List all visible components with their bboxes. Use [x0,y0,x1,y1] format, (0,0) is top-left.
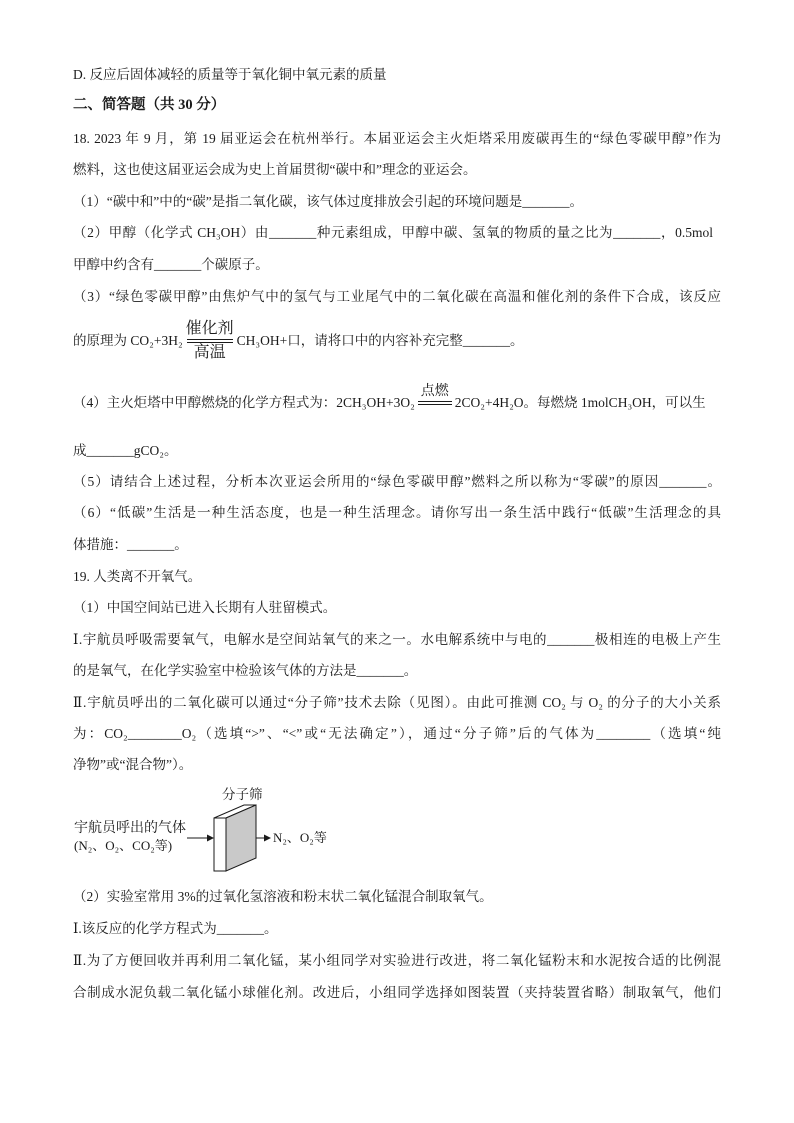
combustion-equals-sign [418,401,452,405]
q18-stem-line-1: 18. 2023 年 9 月，第 19 届亚运会在杭州举行。本届亚运会主火炬塔采用废碳再生的“绿色零碳甲醇”作为 [73,131,721,146]
equation-products-and-question: CH₃OH+口，请将口中的内容补充完整_______。 [236,333,524,348]
q18-part-6-line-2: 体措施：_______。 [73,537,188,552]
q18-part-4-line-2: 成_______gCO₂。 [73,443,178,458]
q19-stem: 19. 人类离不开氧气。 [73,569,202,584]
q19-part-1-i-line-2: 的是氧气，在化学实验室中检验该气体的方法是_______。 [73,663,418,678]
output-arrowhead-icon [264,835,271,842]
q19-part-1-i-line-1: Ⅰ.宇航员呼吸需要氧气，电解水是空间站氧气的来之一。水电解系统中与电的_______极相连的电极上产生 [73,632,721,647]
q18-part-2-line-1: （2）甲醇（化学式 CH₃OH）由_______种元素组成，甲醇中碳、氢氧的物质的量之比为_______，0.5mol [73,225,713,240]
q19-part-2-ii-line-1: Ⅱ.为了方便回收并再利用二氧化锰，某小组同学对实验进行改进，将二氧化锰粉末和水泥按合适的比例混 [73,953,721,968]
section-heading: 二、简答题（共 30 分） [73,97,226,113]
q17-option-d: D. 反应后固体减轻的质量等于氧化铜中氧元素的质量 [73,67,387,82]
q19-part-1-ii-line-3: 净物”或“混合物”）。 [73,757,193,772]
q18-part-6-line-1: （6）“低碳”生活是一种生活态度，也是一种生活理念。请你写出一条生活中践行“低碳”生活理念的具 [73,505,721,520]
condition-catalyst-label: 催化剂 [185,320,234,337]
equation-reactants: 的原理为 CO₂+3H₂ [73,333,183,348]
q18-part-3-equation-line [73,319,524,363]
sieve-diagram [60,780,360,880]
reaction-condition-mark [186,319,234,363]
input-arrowhead-icon [207,835,214,842]
q19-part-2: （2）实验室常用 3%的过氧化氢溶液和粉末状二氧化锰混合制取氧气。 [73,889,493,904]
input-gas-composition: (N₂、O₂、CO₂等) [74,838,173,853]
sieve-front-face [214,818,226,871]
output-gas-label: N₂、O₂等 [273,830,327,845]
q19-part-2-ii-line-2: 合制成水泥负载二氧化锰小球催化剂。改进后，小组同学选择如图装置（夹持装置省略）制取氧气，他们 [73,985,721,1000]
q18-part-1: （1）“碳中和”中的“碳”是指二氧化碳，该气体过度排放会引起的环境问题是_______。 [73,194,583,209]
q18-part-2-line-2: 甲醇中约含有_______个碳原子。 [73,257,269,272]
input-gas-label: 宇航员呼出的气体 [74,821,186,836]
q18-part-5: （5）请结合上述过程，分析本次亚运会所用的“绿色零碳甲醇”燃料之所以称为“零碳”的原因_______。 [73,474,721,489]
q18-part-3-line-1: （3）“绿色零碳甲醇”由焦炉气中的氢气与工业尾气中的二氧化碳在高温和催化剂的条件下合成，该反应 [73,289,721,304]
condition-temperature-label: 高温 [193,344,226,361]
q19-part-1-ii-line-1: Ⅱ.宇航员呼出的二氧化碳可以通过“分子筛”技术去除（见图）。由此可推测 CO₂ 与 O₂ 的分子的大小关系 [73,695,721,710]
q18-part-4-equation-line [73,383,706,423]
condition-ignite-label: 点燃 [420,384,449,399]
q19-part-2-i: Ⅰ.该反应的化学方程式为_______。 [73,921,278,936]
combustion-products-and-question: 2CO₂+4H₂O。每燃烧 1molCH₃OH，可以生 [454,395,706,410]
q19-part-1-ii-line-2: 为：CO₂________O₂（选填“>”、“<”或“无法确定”），通过“分子筛”后的气体为________（选填“纯 [73,726,721,741]
sieve-label: 分子筛 [222,787,263,802]
q19-part-1: （1）中国空间站已进入长期有人驻留模式。 [73,600,337,615]
q18-stem-line-2: 燃料，这也使这届亚运会成为史上首届贯彻“碳中和”理念的亚运会。 [73,162,477,177]
combustion-condition-mark [418,383,452,423]
combustion-reactants: （4）主火炬塔中甲醇燃烧的化学方程式为：2CH₃OH+3O₂ [73,395,415,410]
